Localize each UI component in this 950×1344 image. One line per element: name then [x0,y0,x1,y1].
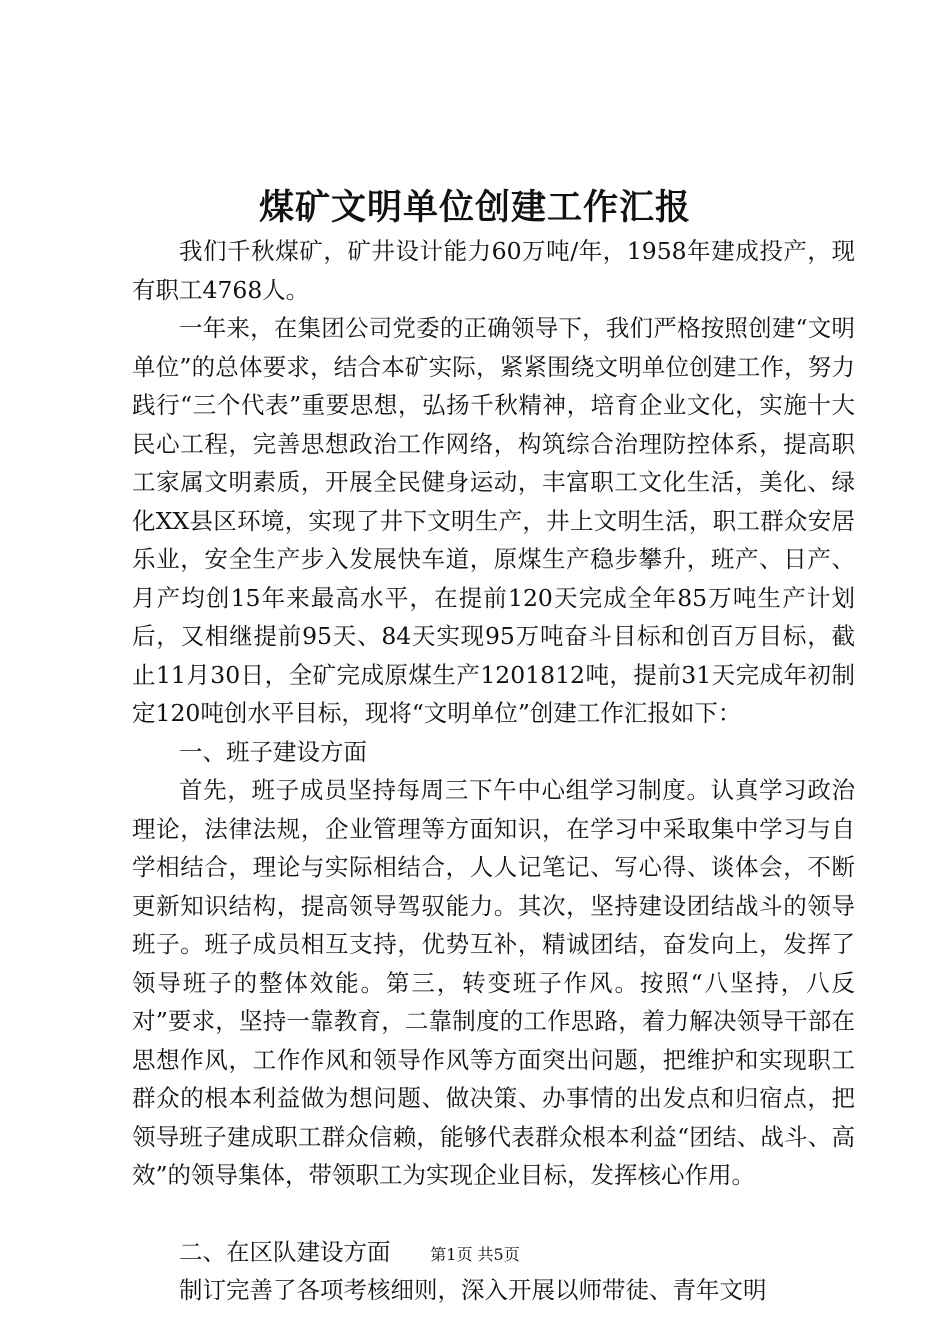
paragraph-leadership: 首先，班子成员坚持每周三下午中心组学习制度。认真学习政治理论，法律法规，企业管理等方面知识，在学习中采取集中学习与自学相结合，理论与实际相结合，人人记笔记、写心得、谈体会，不断更新知识结构，提高领导驾驭能力。其次，坚持建设团结战斗的领导班子。班子成员相互支持，优势互补，精诚团结，奋发向上，发挥了领导班子的整体效能。第三，转变班子作风。按照“八坚持，八反对”要求，坚持一靠教育，二靠制度的工作思路，着力解决领导干部在思想作风，工作作风和领导作风等方面突出问题，把维护和实现职工群众的根本利益做为想问题、做决策、办事情的出发点和归宿点，把领导班子建成职工群众信赖，能够代表群众根本利益“团结、战斗、高效”的领导集体，带领职工为实现企业目标，发挥核心作用。 [132,776,855,1189]
document-title: 煤矿文明单位创建工作汇报 [258,187,691,228]
section-heading-leadership: 一、班子建设方面 [179,737,367,766]
paragraph-intro: 我们千秋煤矿，矿井设计能力60万吨/年，1958年建成投产，现有职工4768人。 [132,237,855,304]
section-heading-team: 二、在区队建设方面 [179,1237,391,1266]
page-indicator: 第1页 共5页 [430,1245,520,1264]
paragraph-team: 制订完善了各项考核细则，深入开展以师带徒、青年文明 [179,1276,767,1304]
paragraph-overview: 一年来，在集团公司党委的正确领导下，我们严格按照创建“文明单位”的总体要求，结合本矿实际，紧紧围绕文明单位创建工作，努力践行“三个代表”重要思想，弘扬千秋精神，培育企业文化，实施十大民心工程，完善思想政治工作网络，构筑综合治理防控体系，提高职工家属文明素质，开展全民健身运动，丰富职工文化生活，美化、绿化XX县区环境，实现了井下文明生产，井上文明生活，职工群众安居乐业，安全生产步入发展快车道，原煤生产稳步攀升，班产、日产、月产均创15年来最高水平，在提前120天完成全年85万吨生产计划后，又相继提前95天、84天实现95万吨奋斗目标和创百万目标，截止11月30日，全矿完成原煤生产1201812吨，提前31天完成年初制定120吨创水平目标，现将“文明单位”创建工作汇报如下： [132,314,855,727]
document-body [132,232,855,1310]
